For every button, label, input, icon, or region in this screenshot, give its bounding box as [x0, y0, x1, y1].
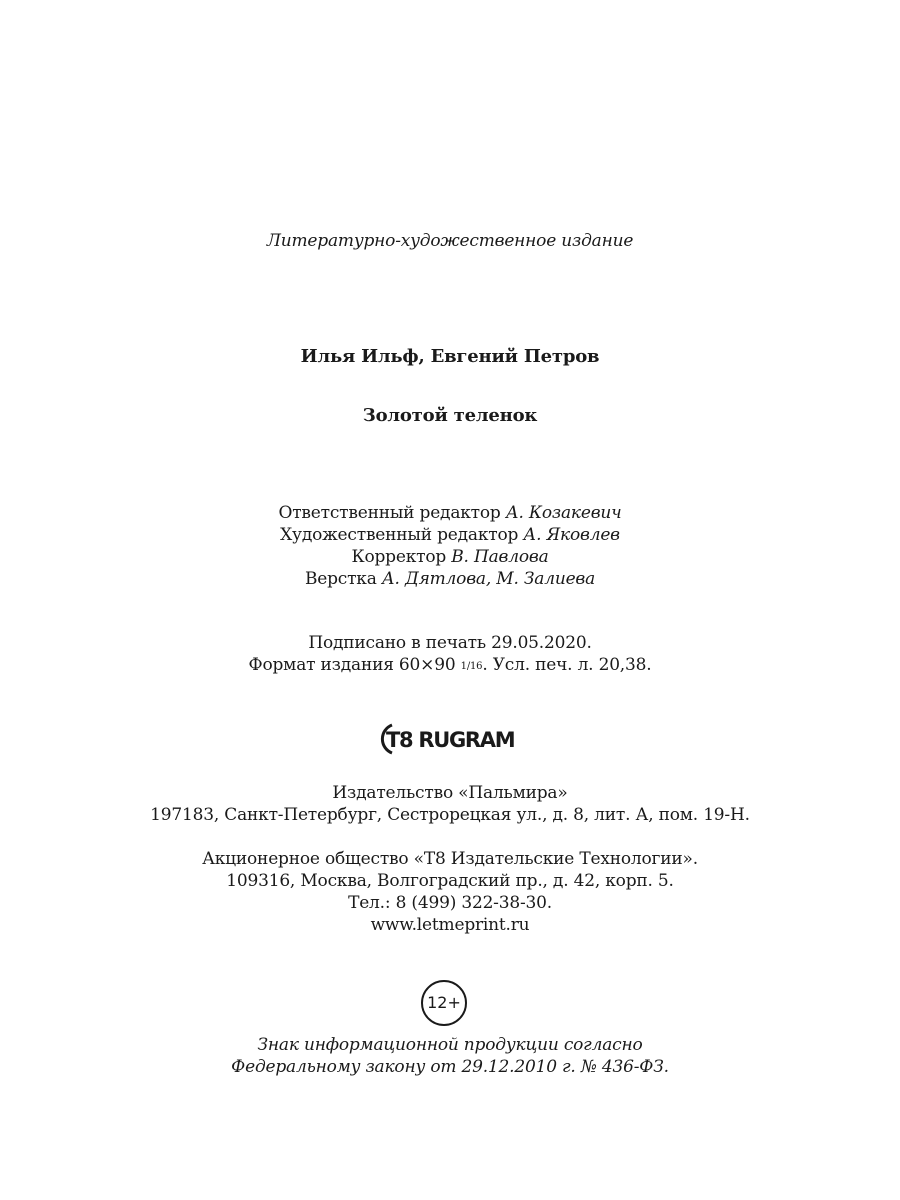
credit-role: Корректор	[351, 547, 452, 567]
credit-line	[0, 546, 900, 568]
edition-type: Литературно-художественное издание	[266, 231, 634, 251]
credit-role: Ответственный редактор	[278, 503, 506, 523]
credit-line	[0, 502, 900, 524]
credit-name: А. Дятлова, М. Залиева	[381, 569, 596, 589]
format-fraction: 1/16	[460, 661, 483, 672]
age-rating-note: Знак информационной продукции согласно	[257, 1035, 643, 1055]
printer-address: 109316, Москва, Волгоградский пр., д. 42, корп. 5.	[226, 871, 674, 891]
credit-role: Верстка	[304, 569, 382, 589]
publisher-name: Издательство «Пальмира»	[332, 783, 568, 803]
format-prefix: Формат издания 60×90	[248, 655, 461, 675]
print-format	[0, 654, 900, 678]
print-signed: Подписано в печать 29.05.2020.	[308, 633, 592, 653]
printer-name: Акционерное общество «Т8 Издательские Технологии».	[202, 849, 698, 869]
credit-line	[0, 568, 900, 590]
authors: Илья Ильф, Евгений Петров	[300, 346, 600, 367]
printer-website: www.letmeprint.ru	[370, 915, 530, 935]
age-rating-note: Федеральному закону от 29.12.2010 г. № 436-ФЗ.	[231, 1057, 669, 1077]
book-title: Золотой теленок	[362, 405, 538, 426]
logo-text: T8 RUGRAM	[386, 728, 515, 752]
credit-name: А. Козакевич	[505, 503, 622, 523]
publisher-address: 197183, Санкт-Петербург, Сестрорецкая ул., д. 8, лит. А, пом. 19-Н.	[150, 805, 750, 825]
printer-phone: Тел.: 8 (499) 322-38-30.	[348, 893, 552, 913]
publisher-logo	[378, 718, 518, 760]
age-rating-badge: 12+	[421, 980, 467, 1026]
credit-name: А. Яковлев	[523, 525, 620, 545]
credit-role: Художественный редактор	[280, 525, 524, 545]
format-suffix: . Усл. печ. л. 20,38.	[482, 655, 652, 675]
credit-line	[0, 524, 900, 546]
credit-name: В. Павлова	[451, 547, 549, 567]
